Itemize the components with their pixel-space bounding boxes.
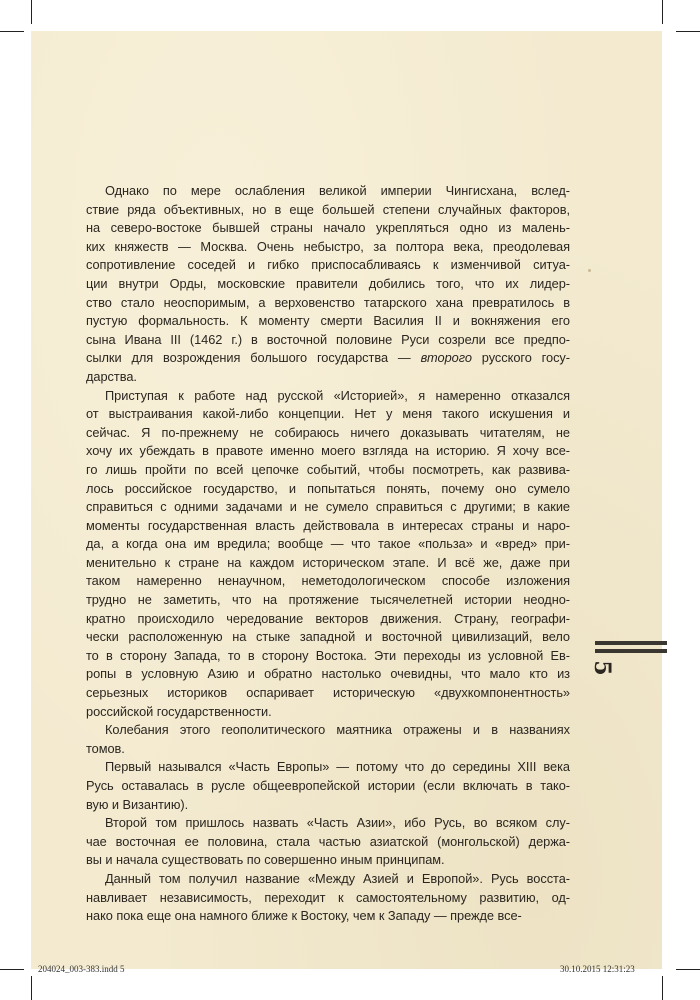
text-line: Данный том получил название «Между Азией и Европой». Русь восста- [105, 870, 570, 886]
text-line: ких княжеств — Москва. Очень небыстро, за полтора века, преодолевая [86, 238, 570, 254]
crop-mark [0, 969, 24, 970]
crop-mark [31, 0, 32, 24]
text-line: Приступая к работе над русской «Историей», я намеренно отказался [105, 387, 570, 403]
text-line: кратно происходило чередование векторов движения. Страну, географи- [86, 610, 570, 626]
text-line: ство стало неоспоримым, а верховенство татарского хана превратилось в [86, 294, 570, 310]
page-body-text [86, 182, 570, 926]
text-line: сопротивление соседей и гибко приспосабливаясь к изменчивой ситуа- [86, 257, 570, 273]
text-line: сылки для возрождения большого государства — второго русского госу- [86, 350, 570, 366]
crop-mark [676, 969, 700, 970]
page-number: 5 [589, 660, 615, 676]
crop-mark [662, 976, 663, 1000]
text-line: менительно к стране на каждом историческом этапе. И всё же, даже при [86, 554, 570, 570]
text-line: ции внутри Орды, московские правители добились того, что их лидер- [86, 275, 570, 291]
text-line: чески расположенную на стыке западной и восточной цивилизаций, вело [86, 629, 570, 645]
text-line: вую и Византию). [86, 796, 189, 812]
paper-speck [588, 269, 591, 272]
text-line: пустую формальность. К моменту смерти Василия II и вокняжения его [86, 313, 570, 329]
text-line: моменты государственная власть действовала в интересах страны и наро- [86, 517, 570, 533]
page-tab-bar [595, 649, 667, 653]
text-line: навливает независимость, переходит к самостоятельному развитию, од- [86, 889, 570, 905]
text-line: лось российское государство, и попытаться понять, почему оно сумело [86, 480, 570, 496]
text-line: трудно не заметить, что на протяжение тысячелетней истории неодно- [86, 592, 570, 608]
text-line: го лишь пройти по всей цепочке событий, чтобы посмотреть, как развива- [86, 461, 570, 477]
text-line: Однако по мере ослабления великой империи Чингисхана, вслед- [105, 183, 570, 198]
crop-mark [31, 976, 32, 1000]
crop-mark [0, 31, 24, 32]
text-line: на северо-востоке бывшей страны начало укрепляться одно из малень- [86, 220, 570, 236]
text-line: серьезных историков оспаривает историческую «двухкомпонентность» [86, 685, 570, 701]
crop-mark [662, 0, 663, 24]
text-line: российской государственности. [86, 703, 272, 719]
emphasis: второго [420, 350, 472, 366]
text-line: дарства. [86, 368, 137, 384]
text-line: хочу их убеждать в правоте именно моего взгляда на историю. Я хочу все- [86, 443, 570, 459]
text-line: то в сторону Запада, то в сторону Востока. Эти переходы из условной Ев- [86, 647, 570, 663]
crop-mark [676, 31, 700, 32]
text-line: таком намеренно ненаучном, неметодологическом способе изложения [86, 573, 570, 589]
text-line: нако пока еще она намного ближе к Востоку, чем к Западу — прежде все- [86, 908, 522, 924]
text-line: ствие ряда объективных, но в еще большей степени случайных факторов, [86, 201, 570, 217]
print-slug-datetime: 30.10.2015 12:31:23 [560, 964, 635, 974]
print-slug-file: 204024_003-383.indd 5 [38, 964, 125, 974]
text-line: ропы в условную Азию и обратно настолько очевидны, что мало кто из [86, 666, 570, 682]
text-line: Первый назывался «Часть Европы» — потому что до середины XIII века [105, 759, 570, 775]
text-line: вы и начала существовать по совершенно иным принципам. [86, 852, 445, 868]
text-line: Колебания этого геополитического маятника отражены и в названиях [105, 722, 570, 738]
text-line: сейчас. Я по-прежнему не собираюсь ничего доказывать читателям, не [86, 424, 570, 440]
text-line: сына Ивана III (1462 г.) в восточной половине Руси созрели все предпо- [86, 331, 570, 347]
text-line: да, а когда она им вредила; вообще — что такое «польза» и «вред» при- [86, 536, 570, 552]
text-line: томов. [86, 740, 125, 756]
text-line: чае восточная ее половина, стала частью азиатской (монгольской) держа- [86, 833, 570, 849]
text-line: справиться с одними задачами и не сумело справиться с другими; в какие [86, 499, 570, 515]
text-line: Русь оставалась в русле общеевропейской истории (если включать в тако- [86, 778, 570, 793]
page-tab-bar [595, 641, 667, 645]
text-line: от выстраивания какой-либо концепции. Нет у меня такого искушения и [86, 406, 570, 422]
text-line: Второй том пришлось назвать «Часть Азии», ибо Русь, во всяком слу- [105, 815, 570, 831]
